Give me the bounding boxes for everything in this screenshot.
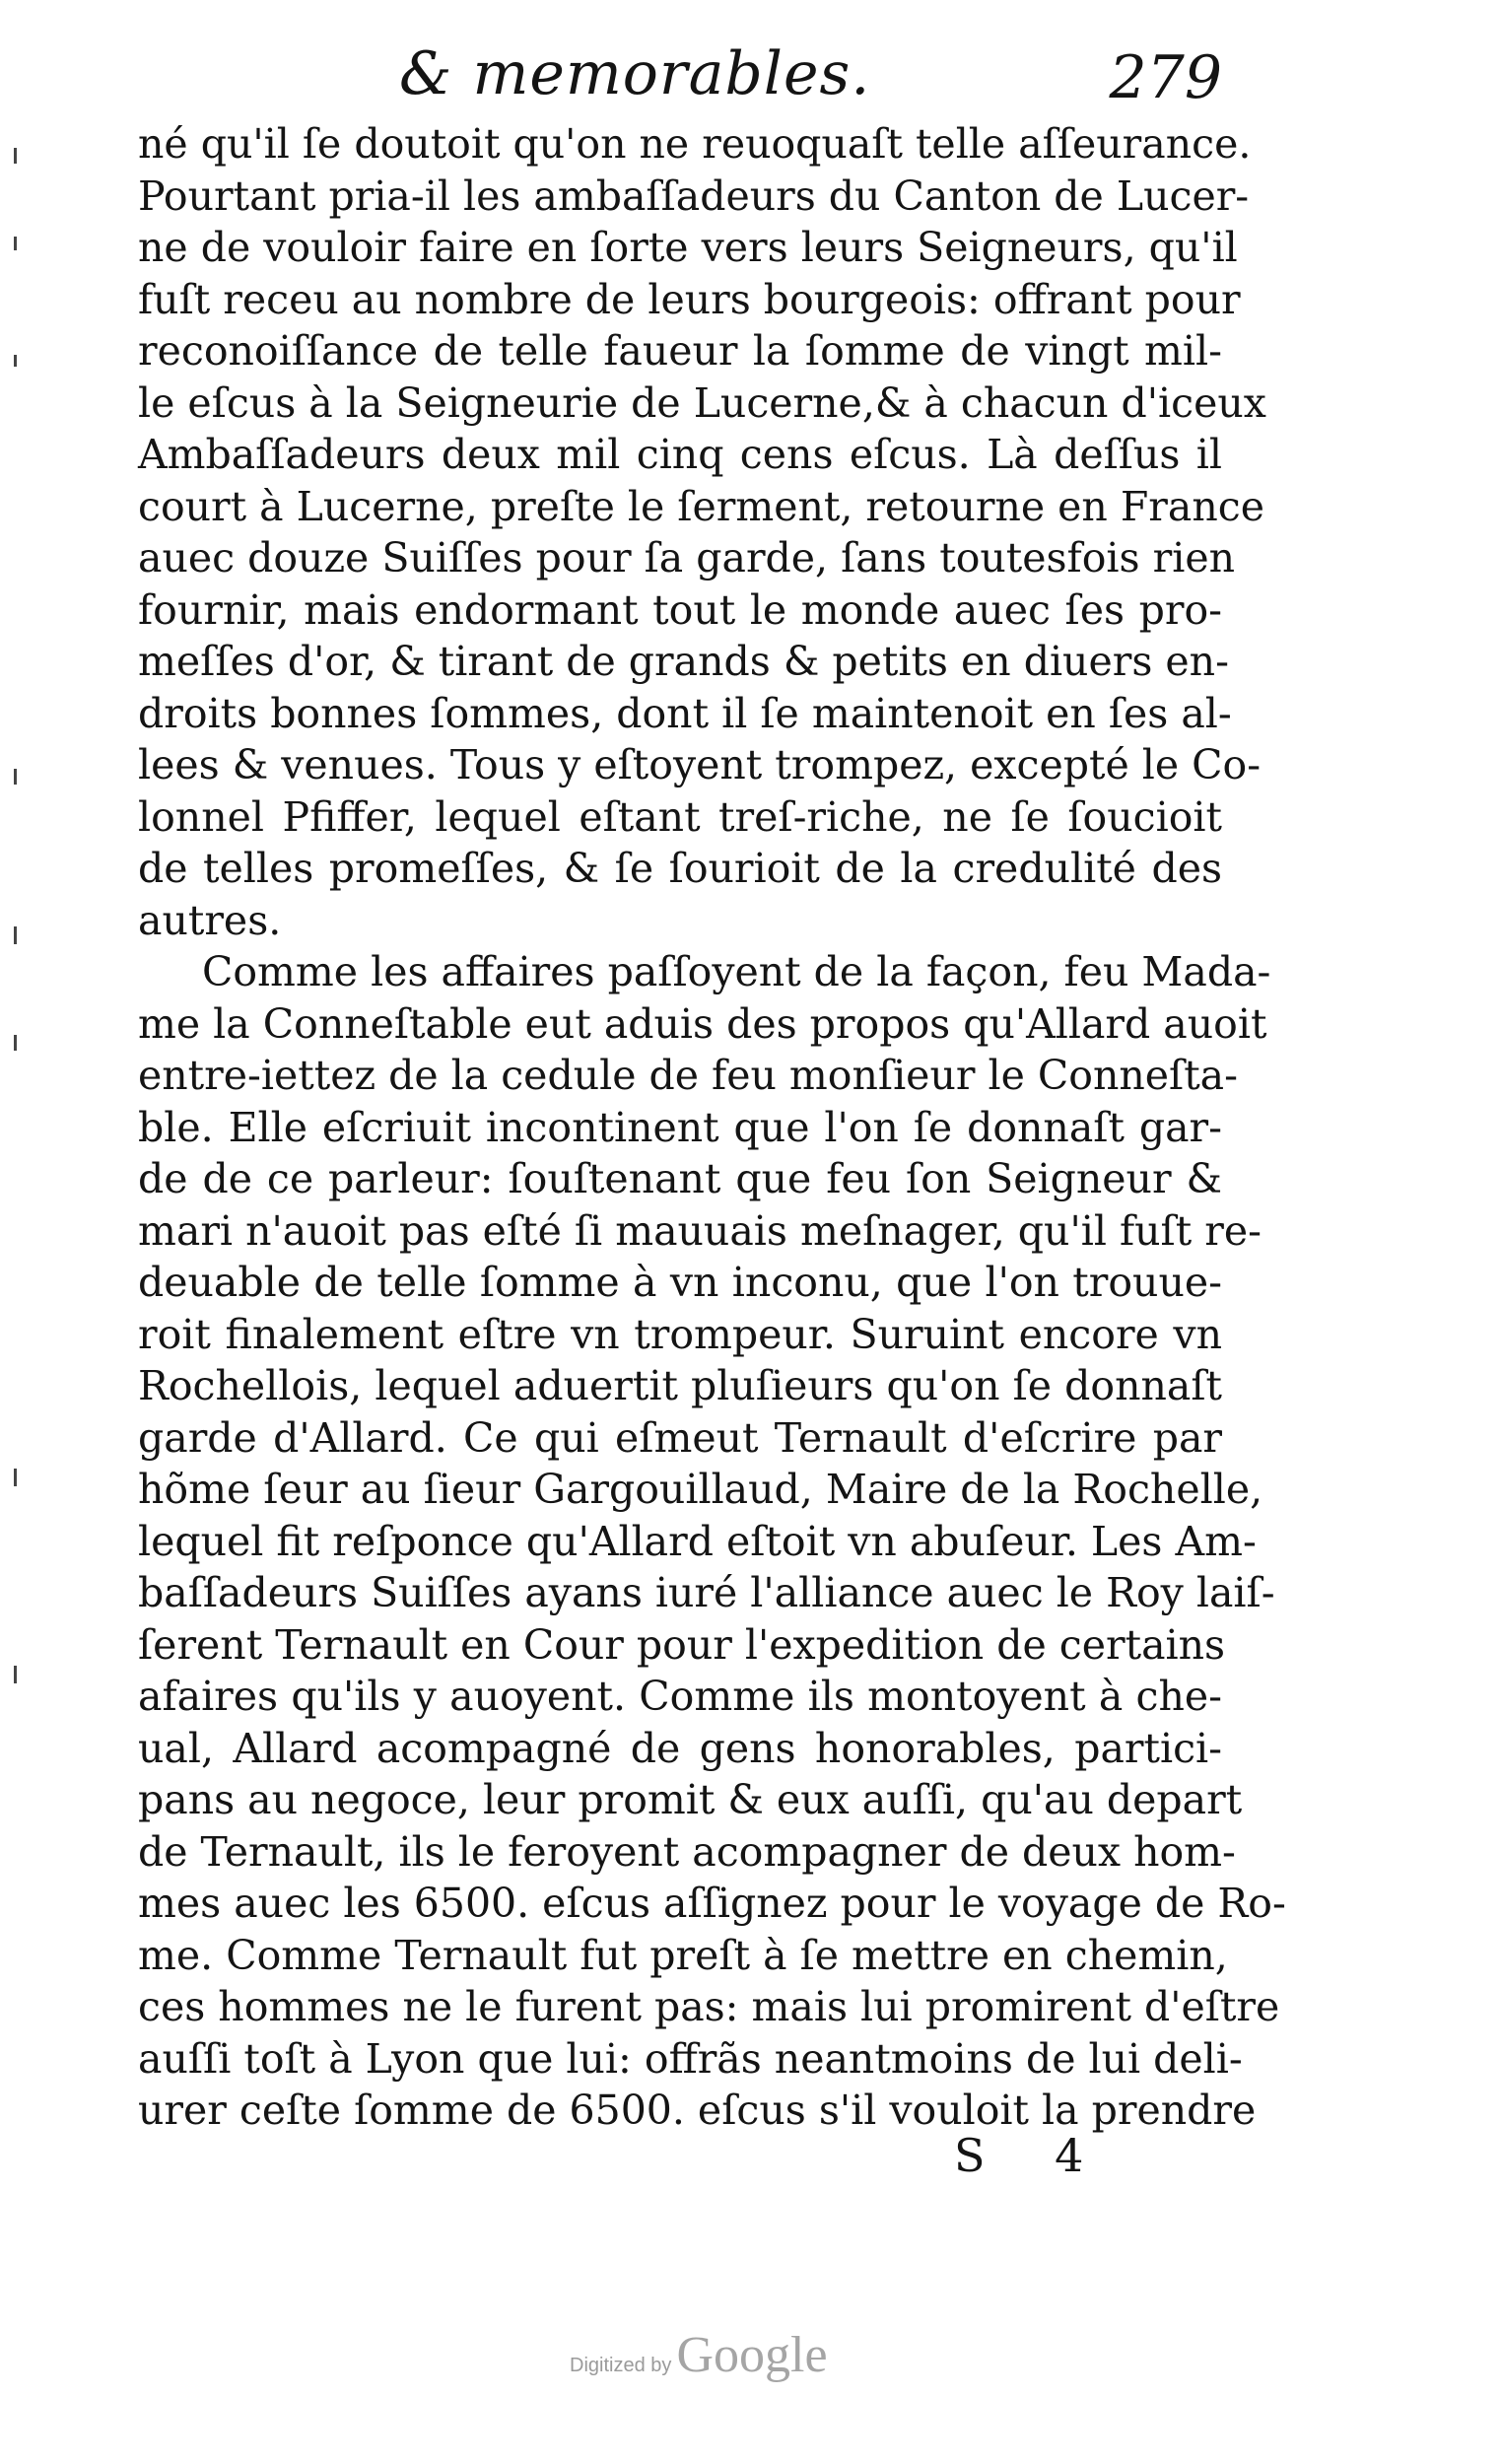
- text-line: afaires qu'ils y auoyent. Comme ils montoyent à che-: [138, 1673, 1222, 1720]
- text-line: lees & venues. Tous y eſtoyent trompez, excepté le Co-: [138, 741, 1262, 788]
- text-line: ual, Allard acompagné de gens honorables, partici-: [138, 1724, 1222, 1772]
- text-line: court à Lucerne, preſte le ſerment, retourne en France: [138, 482, 1264, 530]
- text-line: de telles promeſſes, & ſe ſourioit de la credulité des: [138, 845, 1222, 892]
- text-line: mari n'auoit pas eſté ſi mauuais meſnager, qu'il fuſt re-: [138, 1206, 1262, 1255]
- text-line: deuable de telle ſomme à vn inconu, que l'on trouue-: [138, 1259, 1222, 1306]
- text-line: de de ce parleur: ſouſtenant que feu ſon Seigneur &: [138, 1155, 1222, 1202]
- margin-speck: [14, 926, 17, 944]
- text-line: ne de vouloir faire en ſorte vers leurs Seigneurs, qu'il: [138, 224, 1238, 271]
- margin-speck: [14, 769, 17, 785]
- text-line: autres.: [138, 896, 282, 944]
- text-line: entre-iettez de la cedule de feu monſieur le Conneſta-: [138, 1052, 1238, 1099]
- margin-speck: [14, 237, 17, 250]
- google-logo: Google: [676, 2327, 828, 2383]
- margin-speck: [14, 355, 17, 367]
- text-line: meſſes d'or, & tirant de grands & petits en diuers en-: [138, 638, 1229, 685]
- text-line: auſſi toſt à Lyon que lui: offrãs neantmoins de lui deli-: [138, 2034, 1243, 2083]
- margin-speck: [14, 1666, 17, 1683]
- running-title: & memorables.: [399, 39, 871, 108]
- text-line: ſerent Ternault en Cour pour l'expedition de certains: [138, 1620, 1226, 1669]
- text-line: auec douze Suiſſes pour ſa garde, ſans toutesfois rien: [138, 534, 1235, 582]
- text-line: baſſadeurs Suiſſes ayans iuré l'alliance auec le Roy laiſ-: [138, 1569, 1275, 1616]
- body-text: [138, 118, 1286, 2137]
- text-line: droits bonnes ſommes, dont il ſe maintenoit en ſes al-: [138, 689, 1232, 737]
- text-line: pans au negoce, leur promit & eux auſſi, qu'au depart: [138, 1776, 1243, 1823]
- text-line: fuſt receu au nombre de leurs bourgeois: offrant pour: [138, 275, 1241, 323]
- text-line: lequel fit reſponce qu'Allard eſtoit vn abuſeur. Les Am-: [138, 1517, 1257, 1565]
- text-line: né qu'il ſe doutoit qu'on ne reuoquaſt telle aſſeurance.: [138, 120, 1252, 168]
- text-line: lonnel Pfiffer, lequel eſtant treſ-riche, ne ſe ſoucioit: [138, 792, 1222, 841]
- text-line: Ambaſſadeurs deux mil cinq cens eſcus. Là deſſus il: [138, 431, 1222, 478]
- text-line: reconoiſſance de telle faueur la ſomme de vingt mil-: [138, 327, 1222, 375]
- text-line: le eſcus à la Seigneurie de Lucerne,& à chacun d'iceux: [138, 378, 1266, 427]
- text-line: ble. Elle eſcriuit incontinent que l'on ſe donnaſt gar-: [138, 1103, 1222, 1151]
- text-line: de Ternault, ils le feroyent acompagner de deux hom-: [138, 1827, 1236, 1876]
- margin-speck: [14, 1035, 17, 1051]
- text-line: Comme les affaires paſſoyent de la façon, feu Mada-: [202, 948, 1271, 995]
- text-line: Rochellois, lequel aduertit pluſieurs qu'on ſe donnaſt: [138, 1362, 1222, 1409]
- margin-speck: [14, 1469, 17, 1486]
- text-line: roit finalement eſtre vn trompeur. Suruint encore vn: [138, 1310, 1222, 1358]
- running-header: [138, 37, 1222, 118]
- text-line: Pourtant pria-il les ambaſſadeurs du Canton de Lucer-: [138, 171, 1250, 220]
- text-line: ces hommes ne le furent pas: mais lui promirent d'eſtre: [138, 1983, 1280, 2030]
- digitization-watermark: [570, 2326, 828, 2384]
- watermark-prefix: Digitized by: [570, 2355, 672, 2376]
- text-line: garde d'Allard. Ce qui eſmeut Ternault d'eſcrire par: [138, 1413, 1222, 1462]
- text-line: hõme ſeur au ſieur Gargouillaud, Maire de la Rochelle,: [138, 1466, 1263, 1513]
- text-line: me. Comme Ternault fut preſt à ſe mettre en chemin,: [138, 1931, 1228, 1979]
- text-line: urer ceſte ſomme de 6500. eſcus s'il vouloit la prendre: [138, 2087, 1257, 2134]
- text-line: mes auec les 6500. eſcus aſſignez pour le voyage de Ro-: [138, 1880, 1286, 1927]
- text-line: me la Conneſtable eut aduis des propos qu'Allard auoit: [138, 999, 1267, 1048]
- signature-mark: S 4: [954, 2129, 1112, 2182]
- page-number: 279: [1109, 43, 1222, 112]
- text-line: fournir, mais endormant tout le monde auec ſes pro-: [138, 585, 1222, 634]
- margin-speck: [14, 148, 17, 164]
